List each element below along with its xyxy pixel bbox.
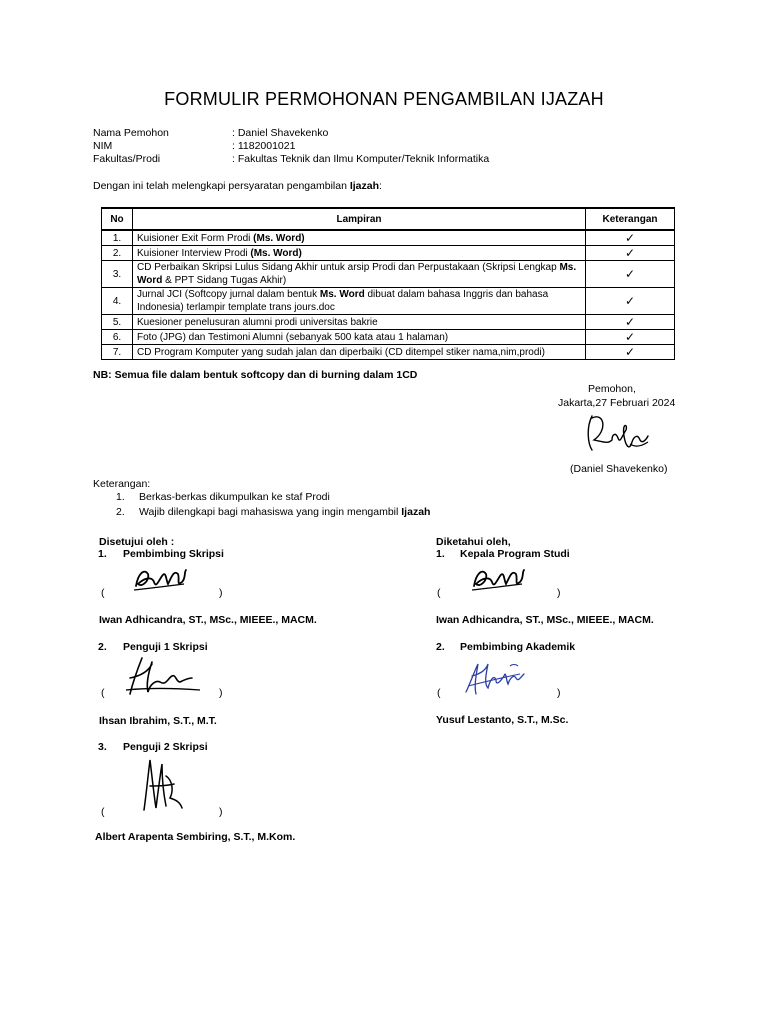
table-row bbox=[102, 345, 675, 360]
notes-item-num: 2. bbox=[116, 506, 125, 518]
approver-name: Iwan Adhicandra, ST., MSc., MIEEE., MACM. bbox=[99, 614, 317, 626]
approver-number: 2. bbox=[436, 641, 445, 653]
approver-name: Yusuf Lestanto, S.T., M.Sc. bbox=[436, 714, 569, 726]
check-icon: ✓ bbox=[586, 288, 675, 315]
row-desc: CD Perbaikan Skripsi Lulus Sidang Akhir untuk arsip Prodi dan Perpustakaan (Skripsi Lengkap Ms. Word & PPT Sidang Tugas Akhir) bbox=[133, 261, 586, 288]
signature-pembimbing-skripsi bbox=[132, 560, 190, 596]
row-no: 2. bbox=[102, 246, 133, 261]
header-keterangan: Keterangan bbox=[586, 208, 675, 230]
approver-name: Albert Arapenta Sembiring, S.T., M.Kom. bbox=[95, 831, 296, 843]
faculty-label: Fakultas/Prodi bbox=[93, 153, 161, 165]
row-no: 4. bbox=[102, 288, 133, 315]
approved-by-heading: Disetujui oleh : bbox=[99, 536, 175, 548]
row-desc: Foto (JPG) dan Testimoni Alumni (sebanyak 500 kata atau 1 halaman) bbox=[133, 330, 586, 345]
header-no: No bbox=[102, 208, 133, 230]
check-icon: ✓ bbox=[586, 315, 675, 330]
applicant-name: (Daniel Shavekenko) bbox=[570, 463, 668, 475]
requirements-table bbox=[101, 207, 675, 360]
signature-kepala-prodi bbox=[470, 560, 528, 596]
check-icon: ✓ bbox=[586, 261, 675, 288]
close-paren: ) bbox=[557, 587, 561, 599]
check-icon: ✓ bbox=[586, 246, 675, 261]
nim-value: : 1182001021 bbox=[232, 140, 296, 152]
signature-pembimbing-akademik bbox=[460, 658, 528, 698]
nb-note: NB: Semua file dalam bentuk softcopy dan di burning dalam 1CD bbox=[93, 369, 418, 381]
open-paren: ( bbox=[437, 587, 441, 599]
table-row bbox=[102, 315, 675, 330]
table-row bbox=[102, 261, 675, 288]
page-title: FORMULIR PERMOHONAN PENGAMBILAN IJAZAH bbox=[164, 89, 604, 109]
approver-number: 1. bbox=[436, 548, 445, 560]
approver-role: Kepala Program Studi bbox=[460, 548, 570, 560]
notes-item-text: Wajib dilengkapi bagi mahasiswa yang ingin mengambil Ijazah bbox=[139, 506, 431, 518]
approver-number: 1. bbox=[98, 548, 107, 560]
row-no: 7. bbox=[102, 345, 133, 360]
row-desc: CD Program Komputer yang sudah jalan dan diperbaiki (CD ditempel stiker nama,nim,prodi) bbox=[133, 345, 586, 360]
known-by-heading: Diketahui oleh, bbox=[436, 536, 511, 548]
row-no: 5. bbox=[102, 315, 133, 330]
check-icon: ✓ bbox=[586, 345, 675, 360]
close-paren: ) bbox=[219, 687, 223, 699]
open-paren: ( bbox=[101, 587, 105, 599]
close-paren: ) bbox=[219, 806, 223, 818]
signature-penguji-1 bbox=[122, 654, 204, 700]
approver-role: Pembimbing Skripsi bbox=[123, 548, 224, 560]
row-desc: Kuisioner Interview Prodi (Ms. Word) bbox=[133, 246, 586, 261]
check-icon: ✓ bbox=[586, 330, 675, 345]
table-row bbox=[102, 288, 675, 315]
open-paren: ( bbox=[101, 687, 105, 699]
open-paren: ( bbox=[437, 687, 441, 699]
applicant-signature bbox=[582, 410, 654, 458]
faculty-value: : Fakultas Teknik dan Ilmu Komputer/Teknik Informatika bbox=[232, 153, 490, 165]
open-paren: ( bbox=[101, 806, 105, 818]
approver-number: 3. bbox=[98, 741, 107, 753]
notes-item-num: 1. bbox=[116, 491, 125, 503]
approver-name: Ihsan Ibrahim, S.T., M.T. bbox=[99, 715, 217, 727]
approver-name: Iwan Adhicandra, ST., MSc., MIEEE., MACM. bbox=[436, 614, 654, 626]
check-icon: ✓ bbox=[586, 230, 675, 246]
close-paren: ) bbox=[219, 587, 223, 599]
header-lampiran: Lampiran bbox=[133, 208, 586, 230]
approver-number: 2. bbox=[98, 641, 107, 653]
notes-item-text: Berkas-berkas dikumpulkan ke staf Prodi bbox=[139, 491, 330, 503]
row-no: 1. bbox=[102, 230, 133, 246]
intro-text: Dengan ini telah melengkapi persyaratan pengambilan Ijazah: bbox=[93, 180, 382, 192]
approver-role: Penguji 2 Skripsi bbox=[123, 741, 208, 753]
table-row bbox=[102, 330, 675, 345]
place-date: Jakarta,27 Februari 2024 bbox=[558, 397, 676, 409]
row-desc: Jurnal JCI (Softcopy jurnal dalam bentuk Ms. Word dibuat dalam bahasa Inggris dan bahasa Indonesia) terlampir template trans jours.doc bbox=[133, 288, 586, 315]
approver-role: Pembimbing Akademik bbox=[460, 641, 576, 653]
signature-penguji-2 bbox=[136, 756, 186, 816]
name-value: : Daniel Shavekenko bbox=[232, 127, 329, 139]
name-label: Nama Pemohon bbox=[93, 127, 169, 139]
table-row bbox=[102, 246, 675, 261]
approver-role: Penguji 1 Skripsi bbox=[123, 641, 208, 653]
row-desc: Kuesioner penelusuran alumni prodi universitas bakrie bbox=[133, 315, 586, 330]
close-paren: ) bbox=[557, 687, 561, 699]
table-header-row bbox=[102, 208, 675, 230]
row-desc: Kuisioner Exit Form Prodi (Ms. Word) bbox=[133, 230, 586, 246]
row-no: 6. bbox=[102, 330, 133, 345]
nim-label: NIM bbox=[93, 140, 113, 152]
notes-label: Keterangan: bbox=[93, 478, 151, 490]
row-no: 3. bbox=[102, 261, 133, 288]
applicant-label: Pemohon, bbox=[588, 383, 636, 395]
table-row bbox=[102, 230, 675, 246]
